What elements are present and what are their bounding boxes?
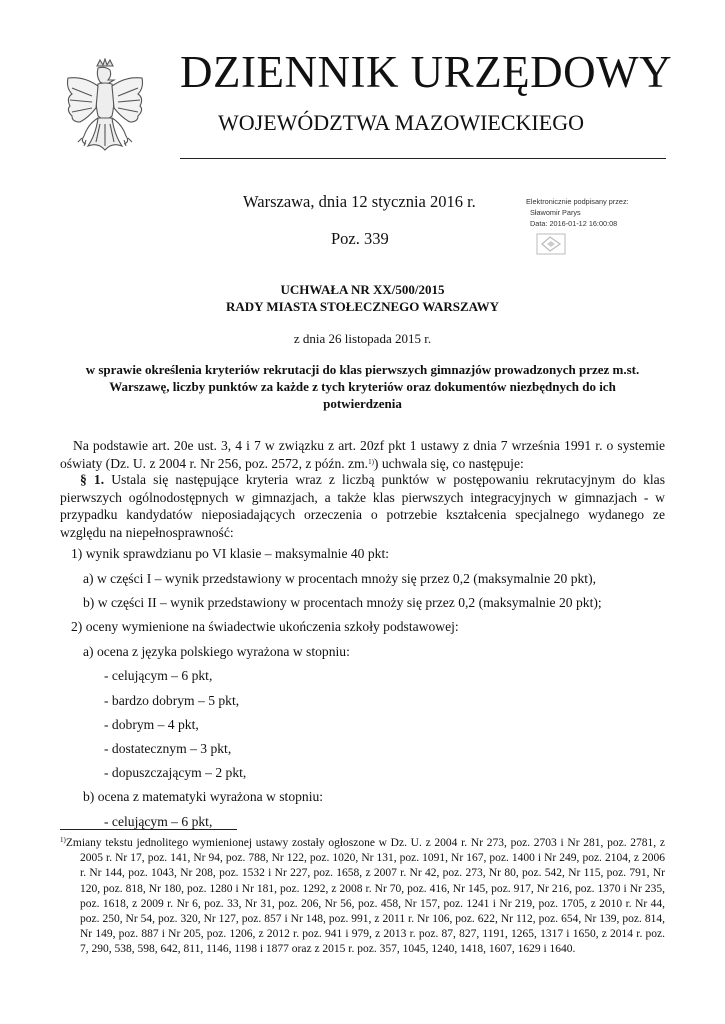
preamble bbox=[60, 437, 665, 472]
footnote-divider bbox=[60, 829, 237, 830]
preamble-text: Na podstawie art. 20e ust. 3, 4 i 7 w związku z art. 20zf pkt 1 ustawy z dnia 7 września 1991 r. o systemie oświaty (Dz. U. z 2004 r. Nr 256, poz. 2572, z późn. zm. bbox=[60, 438, 665, 471]
act-issuer: RADY MIASTA STOŁECZNEGO WARSZAWY bbox=[226, 298, 499, 314]
section-1-text: Ustala się następujące kryteria wraz z liczbą punktów w postępowaniu rekrutacyjnym do klas pierwszych ogólnodostępnych w gimnazjach, a także klas pierwszych integracyjnych w gimnazjach - w przypadku kandydatów nieposiadających orzeczenia o potrzebie kształcenia specjalnego wydanego ze względu na niepełnosprawność: bbox=[60, 472, 665, 540]
signature-label: Elektronicznie podpisany przez: bbox=[526, 197, 629, 206]
list-item: b) ocena z matematyki wyrażona w stopniu: bbox=[83, 789, 324, 804]
list-item: a) ocena z języka polskiego wyrażona w stopniu: bbox=[83, 644, 350, 659]
list-item: b) w części II – wynik przedstawiony w procentach mnoży się przez 0,2 (maksymalnie 20 pkt); bbox=[83, 595, 602, 610]
act-date: z dnia 26 listopada 2015 r. bbox=[293, 331, 432, 346]
preamble-end: ) uchwala się, co następuje: bbox=[373, 455, 524, 471]
list-item: - bardzo dobrym – 5 pkt, bbox=[104, 693, 240, 708]
footnote bbox=[60, 836, 665, 958]
footnote-text: Zmiany tekstu jednolitego wymienionej ustawy zostały ogłoszone w Dz. U. z 2004 r. Nr 273, poz. 2703 i Nr 281, poz. 2781, z 2005 r. Nr 17, poz. 141, Nr 94, poz. 788, Nr 122, poz. 1020, Nr 131, poz. 1091, Nr 167, poz. 1400 i Nr 249, poz. 2104, z 2006 r. Nr 144, poz. 1043, Nr 208, poz. 1532 i Nr 227, poz. 1658, z 2007 r. Nr 42, poz. 273, Nr 80, poz. 542, Nr 115, poz. 791, Nr 120, poz. 818, Nr 180, poz. 1280 i Nr 181, poz. 1292, z 2008 r. Nr 70, poz. 416, Nr 145, poz. 917, Nr 216, poz. 1370 i Nr 235, poz. 1618, z 2009 r. Nr 6, poz. 33, Nr 31, poz. 206, Nr 56, poz. 458, Nr 157, poz. 1241 i Nr 219, poz. 1705, z 2010 r. Nr 44, poz. 250, Nr 54, poz. 320, Nr 127, poz. 857 i Nr 148, poz. 991, z 2011 r. Nr 106, poz. 622, Nr 112, poz. 654, Nr 139, poz. 814, Nr 149, poz. 887 i Nr 205, poz. 1206, z 2012 r. poz. 941 i 979, z 2013 r. poz. 87, 827, 1191, 1265, 1317 i 1650, z 2014 r. poz. 7, 290, 538, 598, 642, 811, 1146, 1198 i 1877 oraz z 2015 r. poz. 357, 1045, 1240, 1418, 1607, 1629 i 1640. bbox=[65, 837, 665, 956]
list-item: - celującym – 6 pkt, bbox=[104, 814, 213, 829]
list-item: - dobrym – 4 pkt, bbox=[104, 717, 199, 732]
section-1-label: § 1. bbox=[80, 472, 105, 487]
polish-eagle-emblem-icon bbox=[62, 58, 148, 168]
section-1 bbox=[60, 471, 665, 541]
electronic-signature bbox=[526, 196, 676, 229]
signature-signer: Sławomir Parys bbox=[530, 208, 581, 217]
act-title bbox=[60, 282, 665, 315]
signature-date: Data: 2016-01-12 16:00:08 bbox=[530, 219, 618, 228]
footnote-marker: 1) bbox=[60, 836, 66, 844]
list-item: - celującym – 6 pkt, bbox=[104, 668, 213, 683]
journal-subtitle: WOJEWÓDZTWA MAZOWIECKIEGO bbox=[218, 110, 584, 135]
list-item: a) w części I – wynik przedstawiony w procentach mnoży się przez 0,2 (maksymalnie 20 pkt), bbox=[83, 571, 596, 586]
footnote-reference: 1) bbox=[368, 457, 374, 466]
act-subject bbox=[60, 361, 665, 412]
list-item: - dopuszczającym – 2 pkt, bbox=[104, 765, 247, 780]
journal-title: DZIENNIK URZĘDOWY bbox=[180, 47, 673, 97]
publication-date: Warszawa, dnia 12 stycznia 2016 r. bbox=[243, 192, 476, 211]
publication-position: Poz. 339 bbox=[331, 229, 389, 248]
act-subject-line: w sprawie określenia kryteriów rekrutacji do klas pierwszych gimnazjów prowadzonych przez m.st. bbox=[85, 362, 640, 377]
list-item: 2) oceny wymienione na świadectwie ukończenia szkoły podstawowej: bbox=[71, 619, 459, 634]
list-item: - dostatecznym – 3 pkt, bbox=[104, 741, 232, 756]
list-item: 1) wynik sprawdzianu po VI klasie – maksymalnie 40 pkt: bbox=[71, 546, 390, 561]
act-subject-line: Warszawę, liczby punktów za każde z tych kryteriów oraz dokumentów niezbędnych do ich bbox=[109, 379, 616, 394]
act-number: UCHWAŁA NR XX/500/2015 bbox=[280, 282, 445, 297]
header-divider bbox=[180, 158, 666, 159]
signature-stamp-icon bbox=[536, 233, 566, 255]
act-subject-line: potwierdzenia bbox=[323, 396, 402, 411]
